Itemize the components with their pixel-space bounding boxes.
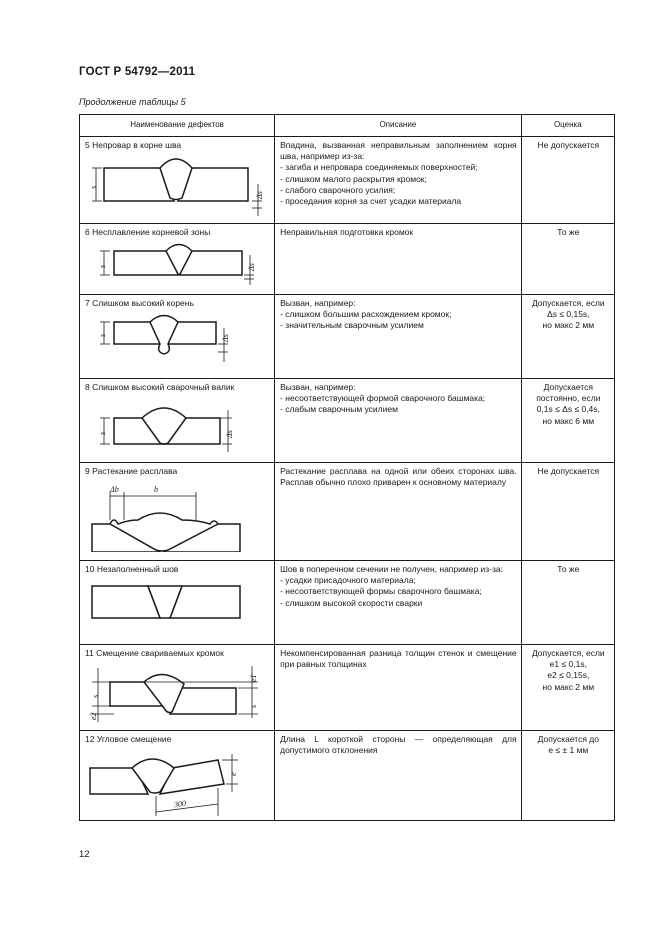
label-300: 300 [173, 799, 187, 810]
label-delta-s: Δs [255, 191, 264, 200]
description-line: Некомпенсированная разница толщин стенок и смещение при равных толщинах [280, 648, 517, 670]
table-header-row [80, 115, 615, 137]
description-line: Растекание расплава на одной или обеих сторонах шва. Расплав обычно плохо приварен к основному материалу [280, 466, 517, 488]
label-s: s [89, 186, 98, 190]
rating-cell [521, 463, 614, 561]
description-cell [275, 463, 522, 561]
defects-table [79, 114, 615, 821]
document-title: ГОСТ Р 54792—2011 [79, 66, 196, 78]
rating-cell [521, 137, 614, 224]
label-e2: e2 [89, 712, 98, 721]
rating-line: Не допускается [537, 140, 600, 150]
defect-title: 11 Смещение свариваемых кромок [85, 648, 224, 658]
defect-name-cell [80, 295, 275, 379]
rating-cell [521, 731, 614, 821]
weld-sketch-angular-offset [88, 748, 264, 818]
page-number: 12 [79, 849, 90, 860]
defect-title: 6 Несплавление корневой зоны [85, 227, 211, 237]
description-line: - слабым сварочным усилием [280, 404, 398, 415]
label-s-left: s [91, 695, 100, 699]
table-row [80, 137, 615, 224]
rating-cell [521, 224, 614, 295]
rating-line: Допускается, если [531, 648, 605, 658]
defect-title: 7 Слишком высокий корень [85, 298, 194, 308]
rating-line: Допускается, если [531, 298, 605, 308]
label-e: e [229, 772, 238, 777]
rating-cell [521, 295, 614, 379]
description-cell [275, 645, 522, 731]
table-row [80, 224, 615, 295]
description-line: - слишком высокой скорости сварки [280, 597, 423, 608]
rating-cell [521, 379, 614, 463]
description-line: Неправильная подготовка кромок [280, 227, 414, 237]
rating-line: То же [557, 564, 580, 574]
weld-sketch-high-root [88, 312, 264, 362]
weld-sketch-melt-spread [88, 480, 264, 552]
rating-line: e1 ≤ 0,1s, [549, 659, 587, 670]
weld-sketch-edge-offset [88, 662, 264, 724]
description-line: - значительным сварочным усилием [280, 320, 424, 331]
rating-line: Не допускается [537, 466, 600, 476]
weld-sketch-root-fusion [88, 241, 264, 285]
header-description: Описание [275, 115, 522, 137]
description-line: Длина L короткой стороны — определяющая для допустимого отклонения [280, 734, 517, 756]
defect-name-cell [80, 379, 275, 463]
description-cell [275, 137, 522, 224]
table-row [80, 731, 615, 821]
label-s: s [98, 334, 107, 338]
description-line: - несоответствующей формы сварочного башмака; [280, 586, 482, 597]
rating-line: e ≤ ± 1 мм [548, 745, 589, 756]
defect-title: 9 Растекание расплава [85, 466, 178, 476]
rating-line: но макс 2 мм [542, 681, 595, 692]
rating-line: но макс 2 мм [542, 320, 595, 331]
description-line: - загиба и непровара соединяемых поверхностей; [280, 162, 478, 173]
description-line: - несоответствующей формой сварочного башмака; [280, 393, 486, 404]
label-s: s [98, 265, 107, 269]
description-cell [275, 224, 522, 295]
description-line: - слишком малого раскрытия кромок; [280, 173, 427, 184]
rating-line: e2 ≤ 0,15s, [547, 670, 590, 681]
description-line: Шов в поперечном сечении не получен, например из-за: [280, 564, 504, 574]
defect-title: 12 Угловое смещение [85, 734, 172, 744]
table-row [80, 463, 615, 561]
label-delta-b: Δb [110, 485, 119, 495]
rating-line: но макс 6 мм [542, 415, 595, 426]
table-row [80, 645, 615, 731]
rating-line: Допускается до [537, 734, 599, 744]
table-caption: Продолжение таблицы 5 [79, 97, 186, 107]
description-cell [275, 731, 522, 821]
defect-name-cell [80, 137, 275, 224]
header-rating: Оценка [521, 115, 614, 137]
rating-line: постоянно, если [536, 393, 601, 404]
description-cell [275, 561, 522, 645]
label-e1: e1 [249, 674, 258, 683]
description-cell [275, 379, 522, 463]
label-s-right: s [249, 705, 258, 709]
table-row [80, 379, 615, 463]
table-row [80, 561, 615, 645]
defect-name-cell [80, 561, 275, 645]
description-line: Вызван, например: [280, 382, 356, 392]
rating-line: То же [557, 227, 580, 237]
label-s: s [98, 432, 107, 436]
description-line: - проседания корня за счет усадки материала [280, 196, 462, 207]
rating-cell [521, 645, 614, 731]
defect-name-cell [80, 645, 275, 731]
description-line: Вызван, например: [280, 298, 356, 308]
description-line: - усадки присадочного материала; [280, 575, 416, 586]
defect-title: 10 Незаполненный шов [85, 564, 179, 574]
label-delta-s: Δs [247, 263, 256, 272]
description-line: Впадина, вызванная неправильным заполнением корня шва, например из-за: [280, 140, 517, 162]
description-cell [275, 295, 522, 379]
rating-cell [521, 561, 614, 645]
label-b: b [154, 485, 158, 495]
label-delta-s: Δs [225, 430, 234, 439]
rating-line: 0,1s ≤ Δs ≤ 0,4s, [536, 404, 600, 415]
description-line: - слишком большим расхождением кромок; [280, 309, 452, 320]
defect-name-cell [80, 731, 275, 821]
weld-sketch-high-bead [88, 396, 264, 452]
defect-name-cell [80, 463, 275, 561]
rating-line: Допускается [543, 382, 593, 392]
label-delta-s: Δs [221, 334, 230, 343]
defect-title: 8 Слишком высокий сварочный валик [85, 382, 235, 392]
defect-title: 5 Непровар в корне шва [85, 140, 182, 150]
weld-sketch-unfilled-seam [88, 578, 264, 624]
defect-name-cell [80, 224, 275, 295]
table-row [80, 295, 615, 379]
rating-line: Δs ≤ 0,15s, [547, 309, 590, 320]
description-line: - слабого сварочного усилия; [280, 184, 396, 195]
weld-sketch-lack-of-penetration [88, 154, 264, 216]
header-name: Наименование дефектов [80, 115, 275, 137]
